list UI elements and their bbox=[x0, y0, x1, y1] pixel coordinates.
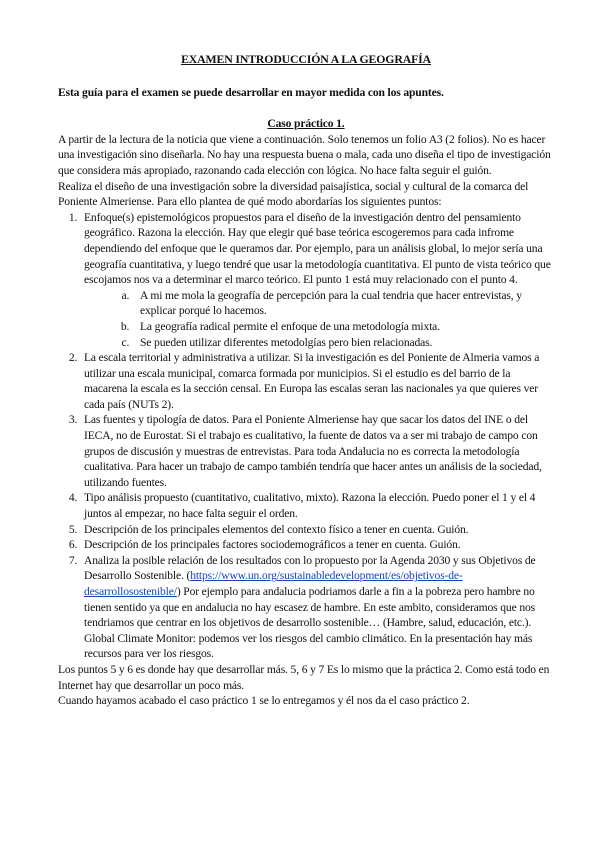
list-item-text: La escala territorial y administrativa a utilizar. Si la investigación es del Poniente de Almeria vamos a utilizar una escala municipal, comarca formada por municipios. Si el estudio es del barrio de la macarena la escala es la sección censal. En Europa las escalas seran las nacionales ya que quieres ver cada país (NUTs 2). bbox=[84, 351, 540, 411]
list-item-text: Por ejemplo para andalucia podriamos darle a fin a la pobreza pero hambre no tienen sentido ya que en andalucia no hay escasez de hambre. En este ambito, consideramos que nos tendriamos que centrar en los objetivos de desarrollo sostenible… (Hambre, salud, educación, etc.). Global Climate Monitor: podemos ver los riesgos del cambio climático. En la presentación hay más recursos para ver los riesgos. bbox=[84, 585, 535, 661]
document-page bbox=[58, 52, 554, 709]
list-item bbox=[80, 412, 554, 490]
list-item-text: Descripción de los principales factores sociodemográficos a tener en cuenta. Guión. bbox=[84, 538, 461, 552]
document-subtitle: Esta guía para el examen se puede desarrollar en mayor medida con los apuntes. bbox=[58, 85, 444, 99]
list-item-text: Descripción de los principales elementos del contexto físico a tener en cuenta. Guión. bbox=[84, 522, 469, 536]
list-item bbox=[80, 490, 554, 521]
list-item-text: Las fuentes y tipología de datos. Para el Poniente Almeriense hay que sacar los datos del INE o del IECA, no de Eurostat. Si el trabajo es cualitativo, la fuente de datos va a ser mi trabajo de campo con grupos de discusión y muestras de entrevistas. Para toda Andalucia no es correcta la metodología cualitativa. Para hacer un trabajo de campo también tendría que hacer antes un análisis de la sociedad, utilizando fuentes. bbox=[84, 413, 542, 489]
list-item-text: Tipo análisis propuesto (cuantitativo, cualitativo, mixto). Razona la elección. Puedo poner el 1 y el 4 juntos al empezar, no hace falta seguir el orden. bbox=[84, 491, 536, 521]
list-item bbox=[80, 537, 554, 553]
sub-list-item: a. A mi me mola la geografía de percepción para la cual tendria que hacer entrevistas, y explicar porqué lo hacemos. bbox=[132, 288, 554, 319]
sub-list-item: b. La geografía radical permite el enfoque de una metodología mixta. bbox=[132, 319, 554, 335]
sub-list bbox=[84, 288, 554, 350]
list-item: 7. Analiza la posible relación de los resultados con lo propuesto por la Agenda 2030 y sus Objetivos de Desarrollo Sostenible. (https://www.un.org/sustainabledevelopment/es/objetivos-de-desarrollosostenible/) Por ejemplo para andalucia podriamos darle a fin a la pobreza pero hambre no tienen sentido ya que en andalucia no hay escasez de hambre. En este ambito, consideramos que nos tendriamos que centrar en los objetivos de desarrollo sostenible… (Hambre, salud, educación, etc.). Global Climate Monitor: podemos ver los riesgos del cambio climático. En la presentación hay más recursos para ver los riesgos. bbox=[80, 553, 554, 662]
intro-paragraph: A partir de la lectura de la noticia que viene a continuación. Solo tenemos un folio A3 (2 folios). No es hacer una investigación sino diseñarla. No hay una respuesta buena o mala, cada uno diseña el tipo de investigación que considera más apropiado, razonando cada elección con lógica. No hace falta seguir el guión. bbox=[58, 132, 551, 177]
list-item-text: Analiza la posible relación de los resultados con lo propuesto por la Agenda 2030 y sus Objetivos de Desarrollo Sostenible. bbox=[84, 553, 536, 583]
list-item bbox=[80, 210, 554, 350]
case-title: Caso práctico 1. bbox=[267, 117, 345, 131]
document-title: EXAMEN INTRODUCCIÓN A LA GEOGRAFÍA bbox=[181, 52, 431, 66]
intro-paragraph: Realiza el diseño de una investigación sobre la diversidad paisajística, social y cultural de la comarca del Poniente Almeriense. Para ello plantea de qué modo abordarías los siguientes puntos: bbox=[58, 179, 529, 209]
sdg-link[interactable]: https://www.un.org/sustainabledevelopment/es/objetivos-de-desarrollosostenible/ bbox=[84, 569, 463, 598]
closing-paragraph: Los puntos 5 y 6 es donde hay que desarrollar más. 5, 6 y 7 Es lo mismo que la práctica 2. Como está todo en Internet hay que desarrollar un poco más. bbox=[58, 662, 550, 692]
list-item bbox=[80, 522, 554, 538]
questions-list bbox=[58, 210, 554, 662]
closing-paragraph: Cuando hayamos acabado el caso práctico 1 se lo entregamos y él nos da el caso práctico 2. bbox=[58, 694, 470, 708]
sub-list-item: c. Se pueden utilizar diferentes metodolgías pero bien relacionadas. bbox=[132, 335, 554, 351]
list-item bbox=[80, 350, 554, 412]
list-item-text: Enfoque(s) epistemológicos propuestos para el diseño de la investigación dentro del pensamiento geográfico. Razona la elección. Hay que elegir qué base teórica escogeremos para cada infrome dependiendo del enfoque que le queramos dar. Por ejemplo, para un análisis global, lo mejor sería una geografía cuantitativa, y luego tendré que usar la metodología cuantitativa. El punto de vista teórico que escojamos nos va a determinar el marco teórico. El punto 1 está muy relacionado con el punto 4. bbox=[84, 210, 551, 287]
